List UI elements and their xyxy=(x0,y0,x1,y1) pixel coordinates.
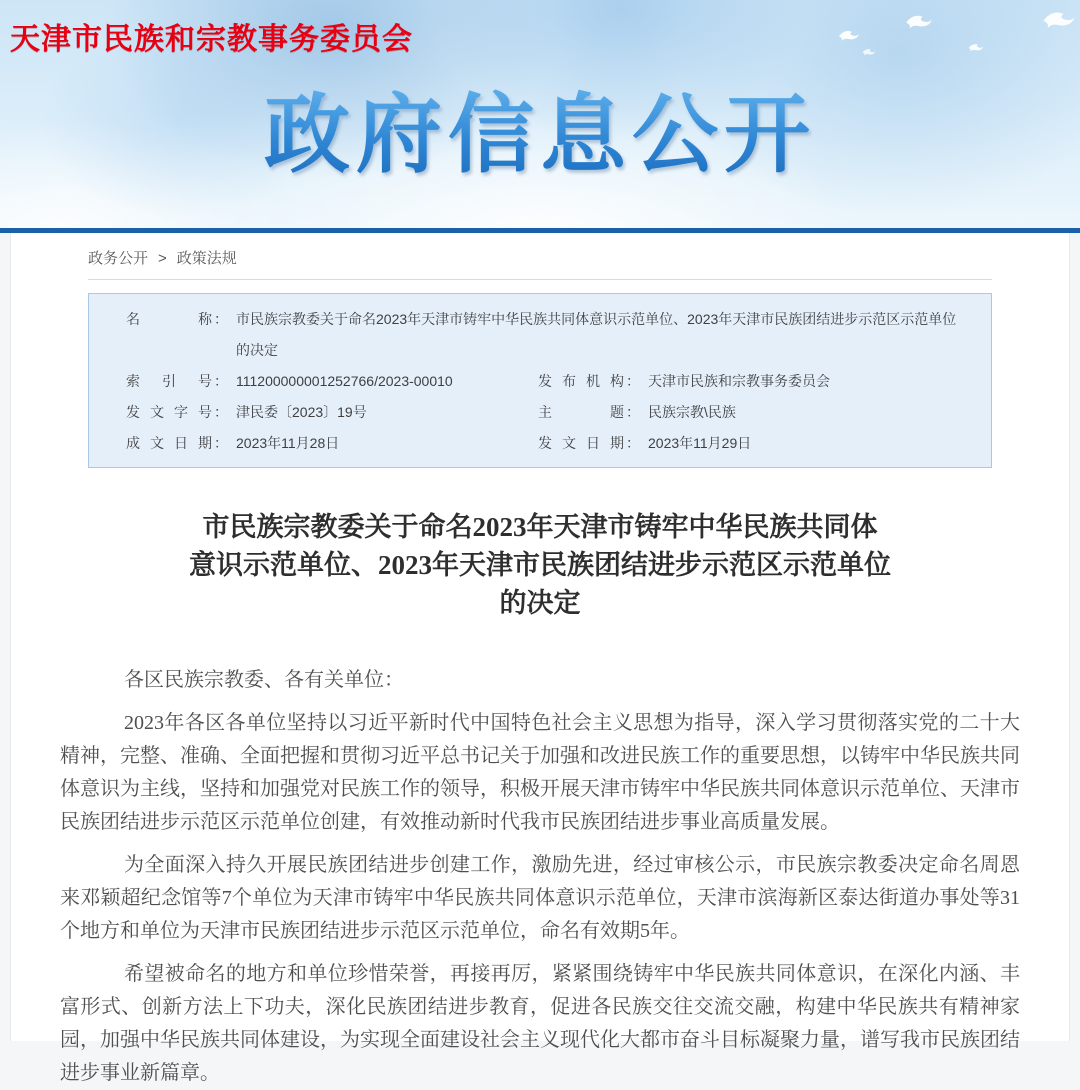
meta-cell-issuer: 发布机构 ： 天津市民族和宗教事务委员会 xyxy=(538,366,991,397)
site-name: 天津市民族和宗教事务委员会 xyxy=(10,23,413,56)
document-title xyxy=(60,508,1020,622)
breadcrumb-divider xyxy=(88,279,992,280)
document-title-line2: 意识示范单位、2023年天津市民族团结进步示范区示范单位 xyxy=(189,550,891,580)
meta-label-date-issued: 发文日期 xyxy=(538,435,624,451)
breadcrumb-link-zhengce[interactable]: 政策法规 xyxy=(176,250,237,267)
dove-icon xyxy=(968,42,984,53)
meta-row-2 xyxy=(89,366,991,397)
meta-cell-topic: 主题 ： 民族宗教\民族 xyxy=(538,397,991,428)
body-paragraph: 希望被命名的地方和单位珍惜荣誉，再接再厉，紧紧围绕铸牢中华民族共同体意识，在深化内涵、丰富形式、创新方法上下功夫，深化民族团结进步教育，促进各民族交往交流交融，构建中华民族共有精神家园，加强中华民族共同体建设，为实现全面建设社会主义现代化大都市奋斗目标凝聚力量，谱写我市民族团结进步事业新篇章。 xyxy=(60,963,1020,1084)
meta-value-name: 市民族宗教委关于命名2023年天津市铸牢中华民族共同体意识示范单位、2023年天津市民族团结进步示范区示范单位的决定 xyxy=(236,311,957,358)
meta-label-index-no: 索引号 xyxy=(126,373,212,389)
meta-label-doc-no: 发文字号 xyxy=(126,404,212,420)
meta-cell-date-issued: 发文日期 ： 2023年11月29日 xyxy=(538,428,991,459)
meta-value-index-no: 111200000001252766/2023-00010 xyxy=(236,373,453,389)
body-paragraph: 2023年各区各单位坚持以习近平新时代中国特色社会主义思想为指导，深入学习贯彻落实党的二十大精神，完整、准确、全面把握和贯彻习近平总书记关于加强和改进民族工作的重要思想，以铸牢中华民族共同体意识为主线，坚持和加强党对民族工作的领导，积极开展天津市铸牢中华民族共同体意识示范单位、天津市民族团结进步示范区示范单位创建，有效推动新时代我市民族团结进步事业高质量发展。 xyxy=(60,712,1020,833)
meta-cell-doc-no: 发文字号 ： 津民委〔2023〕19号 xyxy=(89,397,538,428)
meta-row-4 xyxy=(89,428,991,459)
breadcrumb xyxy=(60,233,1020,268)
body-paragraph: 为全面深入持久开展民族团结进步创建工作，激励先进，经过审核公示，市民族宗教委决定命名周恩来邓颖超纪念馆等7个单位为天津市铸牢中华民族共同体意识示范单位，天津市滨海新区泰达街道办事处等31个地方和单位为天津市民族团结进步示范区示范单位，命名有效期5年。 xyxy=(60,854,1020,942)
content-panel xyxy=(10,233,1070,1084)
meta-label-issuer: 发布机构 xyxy=(538,373,624,389)
meta-cell-date-written: 成文日期 ： 2023年11月28日 xyxy=(89,428,538,459)
meta-value-date-written: 2023年11月28日 xyxy=(236,435,340,451)
meta-row-name xyxy=(89,304,991,366)
meta-value-doc-no: 津民委〔2023〕19号 xyxy=(236,404,367,420)
meta-label-date-written: 成文日期 xyxy=(126,435,212,451)
document-meta-box xyxy=(88,293,992,468)
dove-icon xyxy=(862,47,876,57)
meta-value-date-issued: 2023年11月29日 xyxy=(648,435,752,451)
meta-label-name: 名称 xyxy=(126,311,212,327)
dove-icon xyxy=(905,12,933,31)
document-title-line3: 的决定 xyxy=(499,588,581,618)
salutation: 各区民族宗教委、各有关单位： xyxy=(124,669,404,691)
meta-label-topic: 主题 xyxy=(538,404,624,420)
breadcrumb-separator: > xyxy=(158,250,167,267)
dove-icon xyxy=(1042,8,1076,31)
breadcrumb-link-zhengwu[interactable]: 政务公开 xyxy=(88,250,149,267)
meta-row-3 xyxy=(89,397,991,428)
site-header xyxy=(0,0,1080,228)
document-title-line1: 市民族宗教委关于命名2023年天津市铸牢中华民族共同体 xyxy=(202,512,878,542)
dove-icon xyxy=(838,28,860,43)
page-banner-title: 政府信息公开 xyxy=(0,84,1080,187)
meta-cell-index-no: 索引号 ： 111200000001252766/2023-00010 xyxy=(89,366,538,397)
meta-value-topic: 民族宗教\民族 xyxy=(648,404,736,420)
meta-cell-name: 名称 ： 市民族宗教委关于命名2023年天津市铸牢中华民族共同体意识示范单位、2023年天津市民族团结进步示范区示范单位的决定 xyxy=(89,304,991,366)
document-body xyxy=(60,664,1020,1090)
meta-value-issuer: 天津市民族和宗教事务委员会 xyxy=(648,373,830,389)
